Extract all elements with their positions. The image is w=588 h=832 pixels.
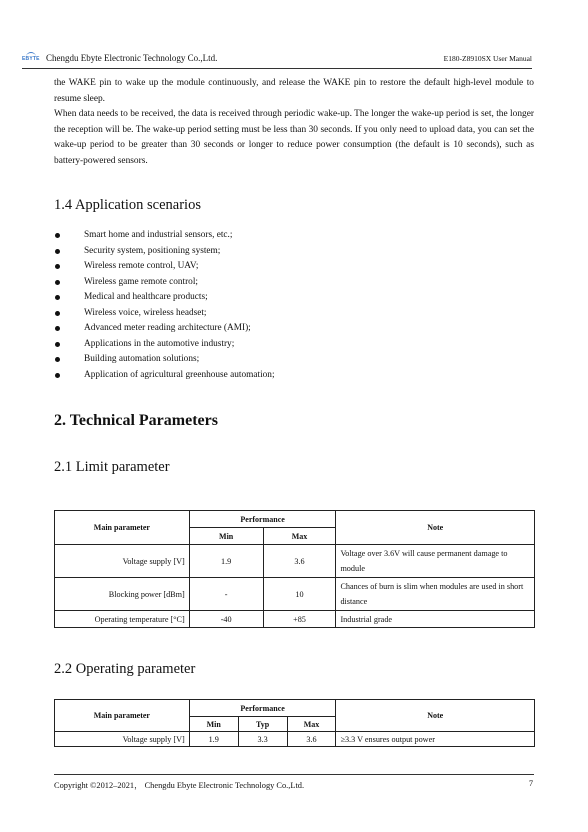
limit-parameter-table	[54, 510, 535, 628]
list-item: Wireless remote control, UAV;	[54, 259, 514, 275]
page-number: 7	[528, 779, 533, 788]
bullet-icon	[55, 326, 60, 331]
param-cell: Voltage supply [V]	[55, 732, 190, 747]
bullet-icon	[55, 311, 60, 316]
header-note: Note	[336, 700, 535, 732]
section-2-heading: 2. Technical Parameters	[54, 412, 218, 429]
header-performance: Performance	[189, 700, 336, 717]
bullet-icon	[55, 249, 60, 254]
table-row	[55, 578, 535, 611]
list-item: Smart home and industrial sensors, etc.;	[54, 228, 514, 244]
max-cell: 3.6	[287, 732, 336, 747]
bullet-icon	[55, 264, 60, 269]
table-row	[55, 545, 535, 578]
header-divider	[22, 68, 532, 69]
section-1-4-heading: 1.4 Application scenarios	[54, 197, 201, 213]
note-cell: Industrial grade	[336, 611, 535, 628]
header-manual-title: E180-Z8910SX User Manual	[443, 54, 532, 63]
ebyte-logo-icon: EBYTE	[22, 52, 40, 64]
header-company: Chengdu Ebyte Electronic Technology Co.,Ltd.	[46, 53, 218, 63]
header-max: Max	[287, 717, 336, 732]
min-cell: -	[189, 578, 263, 611]
table-header-row	[55, 511, 535, 528]
header-performance: Performance	[189, 511, 336, 528]
param-cell: Voltage supply [V]	[55, 545, 190, 578]
header-min: Min	[189, 717, 238, 732]
bullet-icon	[55, 357, 60, 362]
footer-divider	[54, 774, 534, 775]
list-item: Security system, positioning system;	[54, 244, 514, 260]
min-cell: -40	[189, 611, 263, 628]
bullet-icon	[55, 280, 60, 285]
table-row	[55, 732, 535, 747]
list-item: Medical and healthcare products;	[54, 290, 514, 306]
table-row	[55, 611, 535, 628]
header-main-parameter: Main parameter	[55, 700, 190, 732]
bullet-icon	[55, 373, 60, 378]
header-min: Min	[189, 528, 263, 545]
intro-paragraph-2: When data needs to be received, the data is received through periodic wake-up. The longer the wake-up period is set, the longer the reception will be. The wake-up period setting must be less than 30 seconds. If you only need to upload data, you can set the wake-up period to be greater than 30 seconds or longer to reduce power consumption (the default is 10 seconds), such as battery-powered sensors.	[54, 109, 534, 166]
header-note: Note	[336, 511, 535, 545]
param-cell: Operating temperature [°C]	[55, 611, 190, 628]
note-cell: Chances of burn is slim when modules are used in short distance	[336, 578, 535, 611]
bullet-icon	[55, 295, 60, 300]
header-main-parameter: Main parameter	[55, 511, 190, 545]
max-cell: +85	[263, 611, 336, 628]
min-cell: 1.9	[189, 545, 263, 578]
min-cell: 1.9	[189, 732, 238, 747]
header-typ: Typ	[238, 717, 287, 732]
section-2-1-heading: 2.1 Limit parameter	[54, 459, 170, 475]
footer-copyright: Copyright ©2012–2021， Chengdu Ebyte Electronic Technology Co.,Ltd.	[54, 781, 305, 790]
note-cell: Voltage over 3.6V will cause permanent damage to module	[336, 545, 535, 578]
max-cell: 3.6	[263, 545, 336, 578]
application-list	[54, 228, 514, 383]
intro-paragraph-1: the WAKE pin to wake up the module continuously, and release the WAKE pin to restore the default high-level module to resume sleep.	[54, 78, 534, 104]
param-cell: Blocking power [dBm]	[55, 578, 190, 611]
note-cell: ≥3.3 V ensures output power	[336, 732, 535, 747]
header-max: Max	[263, 528, 336, 545]
operating-parameter-table	[54, 699, 535, 747]
typ-cell: 3.3	[238, 732, 287, 747]
bullet-icon	[55, 342, 60, 347]
list-item: Building automation solutions;	[54, 352, 514, 368]
table-header-row	[55, 700, 535, 717]
bullet-icon	[55, 233, 60, 238]
list-item: Wireless voice, wireless headset;	[54, 306, 514, 322]
section-2-2-heading: 2.2 Operating parameter	[54, 661, 196, 677]
max-cell: 10	[263, 578, 336, 611]
list-item: Application of agricultural greenhouse automation;	[54, 368, 514, 384]
page-header	[22, 52, 532, 66]
list-item: Advanced meter reading architecture (AMI);	[54, 321, 514, 337]
list-item: Wireless game remote control;	[54, 275, 514, 291]
list-item: Applications in the automotive industry;	[54, 337, 514, 353]
